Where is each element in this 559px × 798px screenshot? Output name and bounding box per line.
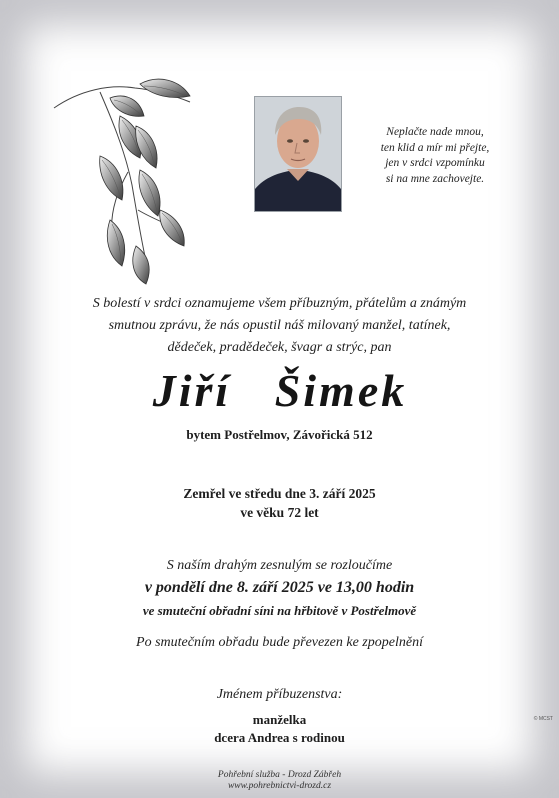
- funeral-service-website: www.pohrebnictvi-drozd.cz: [227, 781, 332, 791]
- death-details: [30, 484, 529, 522]
- announcement-line: S bolestí v srdci oznamujeme všem příbuzným, přátelům a známým: [92, 296, 467, 311]
- family-member: dcera Andrea s rodinou: [214, 730, 345, 745]
- deceased-name: Jiří Šimek: [152, 365, 408, 416]
- announcement-text: [30, 293, 529, 359]
- announcement-line: dědeček, pradědeček, švagr a strýc, pan: [167, 340, 392, 355]
- death-date: Zemřel ve středu dne 3. září 2025: [183, 486, 376, 501]
- poem-line: jen v srdci vzpomínku: [385, 157, 485, 169]
- family-label: Jménem příbuzenstva:: [216, 687, 343, 702]
- death-age: ve věku 72 let: [240, 505, 319, 520]
- poem-line: ten klid a mír mi přejte,: [380, 141, 490, 154]
- announcement-line: smutnou zprávu, že nás opustil náš milovaný manžel, tatínek,: [108, 318, 451, 333]
- portrait-photo: [254, 96, 342, 212]
- funeral-service-footer: [30, 770, 529, 792]
- poem-line: Neplačte nade mnou,: [386, 126, 484, 138]
- family-signature: [30, 685, 529, 747]
- memorial-poem: [360, 125, 510, 187]
- funeral-details: [20, 555, 539, 654]
- birch-branch-leaves-icon: [40, 70, 205, 285]
- poem-line: si na mne zachovejte.: [385, 172, 485, 185]
- deceased-address: bytem Postřelmov, Závořická 512: [186, 427, 373, 442]
- cremation-note: Po smutečním obřadu bude převezen ke zpopelnění: [136, 635, 423, 650]
- funeral-service-name: Pohřební služba - Drozd Zábřeh: [217, 770, 342, 780]
- funeral-venue: ve smuteční obřadní síni na hřbitově v Postřelmově: [142, 603, 417, 618]
- family-member: manželka: [252, 712, 307, 727]
- copyright-mark: © MCST: [533, 716, 553, 722]
- funeral-date-time: v pondělí dne 8. září 2025 ve 13,00 hodin: [144, 579, 415, 596]
- farewell-intro: S naším drahým zesnulým se rozloučíme: [166, 558, 393, 573]
